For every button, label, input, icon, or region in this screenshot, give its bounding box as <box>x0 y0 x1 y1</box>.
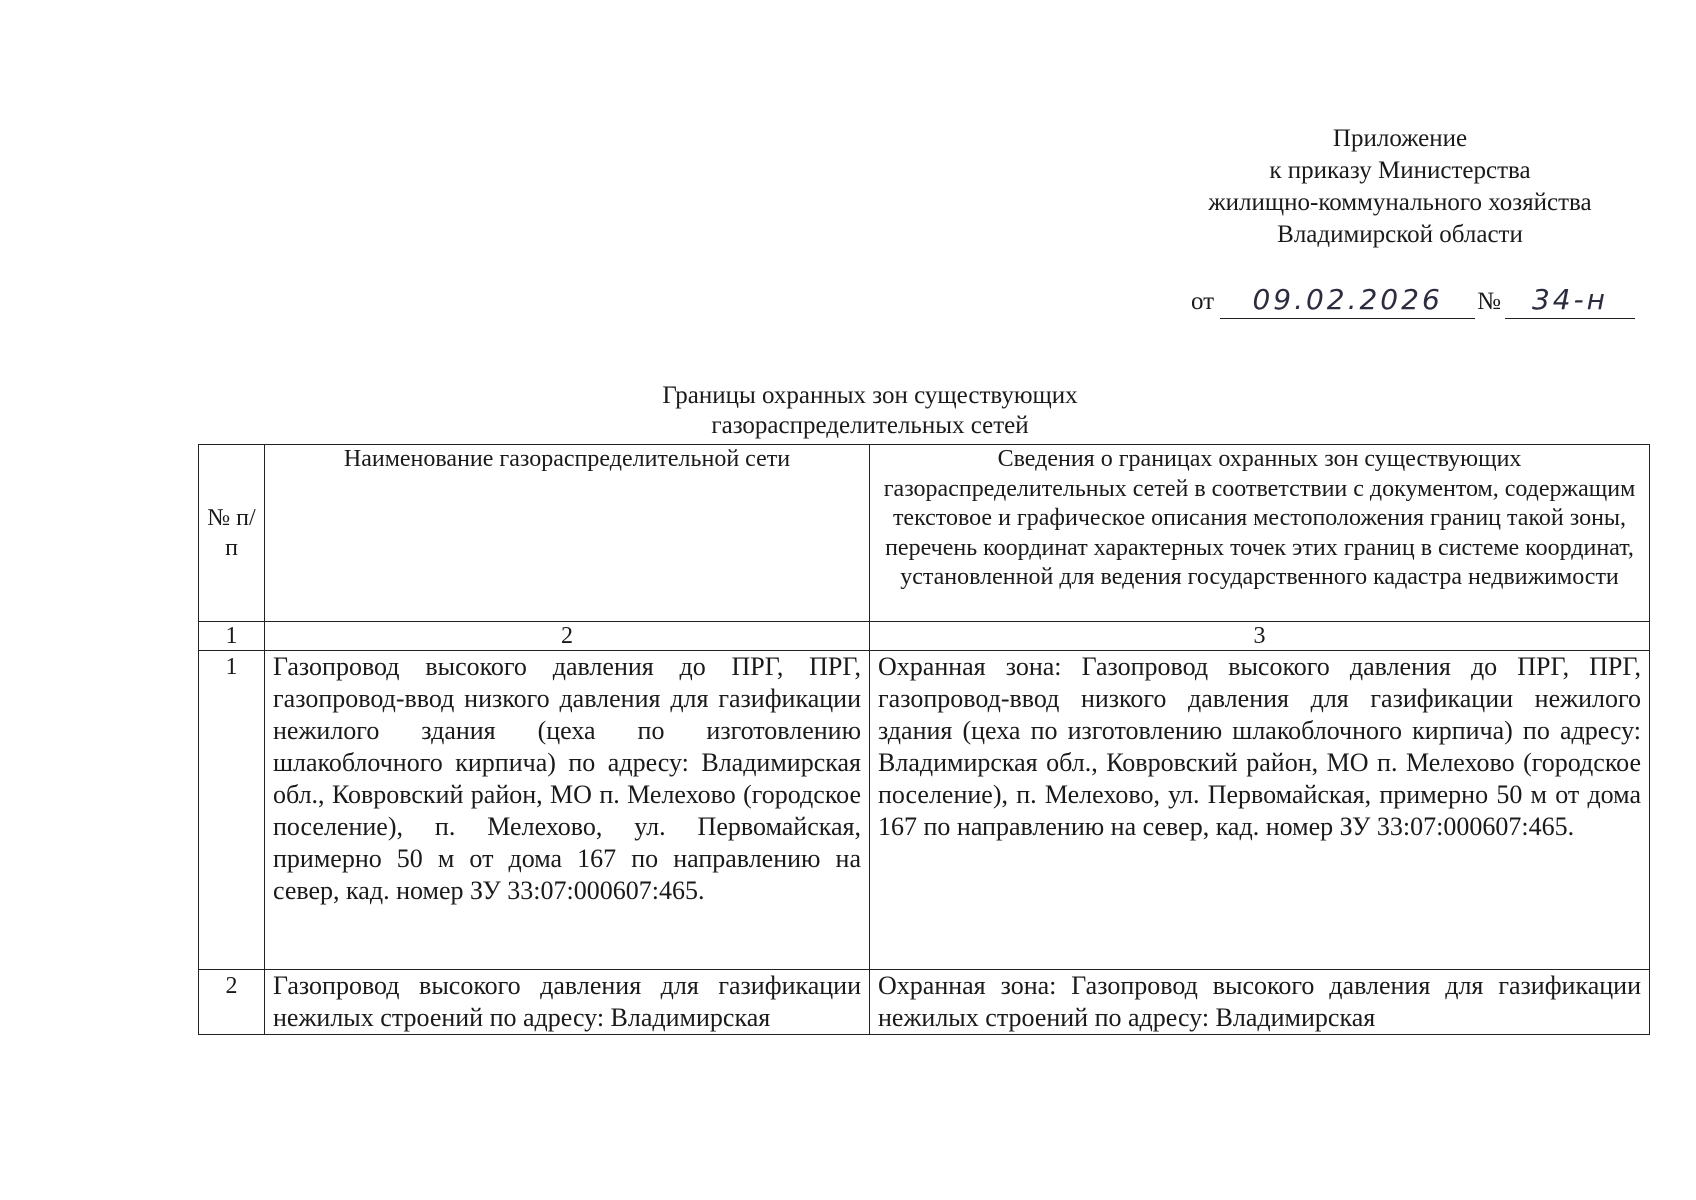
row-info-text: Охранная зона: Газопровод высокого давления для газификации нежилых строений по адресу: Владимирская <box>878 971 1641 1032</box>
header-name: Наименование газораспределительной сети <box>265 445 870 622</box>
number-field <box>1505 284 1635 319</box>
row-number: 1 <box>199 651 265 970</box>
appendix-line-2: к приказу Министерства <box>1269 157 1531 184</box>
appendix-line-3: жилищно-коммунального хозяйства <box>1208 189 1592 216</box>
row-number <box>199 970 265 1035</box>
column-number-row <box>199 622 1650 651</box>
number-prefix: № <box>1477 288 1501 315</box>
document-title <box>560 381 1180 441</box>
table-row <box>199 651 1650 970</box>
header-info: Сведения о границах охранных зон существующих газораспределительных сетей в соответствии с документом, содержащим текстовое и графическое описания местоположения границ такой зоны, перечень координат характерных точек этих границ в системе координат, установленной для ведения государственного кадастра недвижимости <box>870 445 1650 622</box>
date-field <box>1220 284 1475 319</box>
row-number-text: 2 <box>225 973 238 999</box>
header-num: № п/п <box>199 445 265 622</box>
title-line-1: Границы охранных зон существующих <box>662 382 1078 409</box>
header-row <box>199 445 1650 622</box>
column-number-1: 1 <box>199 622 265 651</box>
title-line-2: газораспределительных сетей <box>711 412 1029 439</box>
appendix-line-1: Приложение <box>1332 125 1468 152</box>
zones-table <box>198 444 1650 1035</box>
order-date-number <box>1191 284 1635 319</box>
handwritten-number: 34-н <box>1531 283 1608 316</box>
appendix-line-4: Владимирской области <box>1277 221 1523 248</box>
row-info: Охранная зона: Газопровод высокого давления до ПРГ, ПРГ, газопровод-ввод низкого давления для газификации нежилого здания (цеха по изготовлению шлакоблочного кирпича) по адресу: Владимирская обл., Ковровский район, МО п. Мелехово (городское поселение), п. Мелехово, ул. Первомайская, примерно 50 м от дома 167 по направлению на север, кад. номер ЗУ 33:07:000607:465. <box>870 651 1650 970</box>
table-row <box>199 970 1650 1035</box>
appendix-header <box>1120 123 1680 251</box>
row-name <box>265 970 870 1035</box>
row-info <box>870 970 1650 1035</box>
column-number-3: 3 <box>870 622 1650 651</box>
column-number-2: 2 <box>265 622 870 651</box>
row-name: Газопровод высокого давления до ПРГ, ПРГ, газопровод-ввод низкого давления для газификации нежилого здания (цеха по изготовлению шлакоблочного кирпича) по адресу: Владимирская обл., Ковровский район, МО п. Мелехово (городское поселение), п. Мелехово, ул. Первомайская, примерно 50 м от дома 167 по направлению на север, кад. номер ЗУ 33:07:000607:465. <box>265 651 870 970</box>
handwritten-date: 09.02.2026 <box>1252 283 1443 316</box>
date-prefix: от <box>1191 288 1215 315</box>
row-name-text: Газопровод высокого давления для газификации нежилых строений по адресу: Владимирская <box>273 971 861 1032</box>
